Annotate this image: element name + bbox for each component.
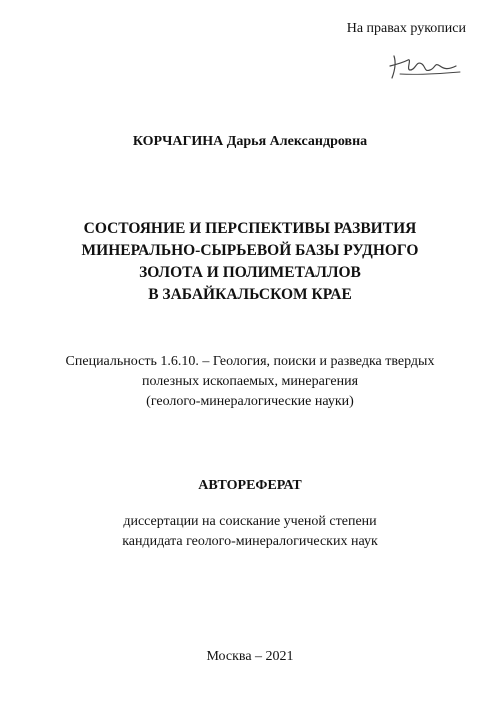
purpose-line: кандидата геолого-минералогических наук: [122, 534, 378, 549]
author-name: КОРЧАГИНА Дарья Александровна: [132, 134, 368, 149]
specialty-line: Специальность 1.6.10. – Геология, поиски и разведка твердых: [65, 354, 435, 369]
handwritten-signature: [386, 48, 466, 82]
specialty-line: полезных ископаемых, минерагения: [141, 374, 359, 389]
degree-purpose-block: [0, 512, 500, 552]
title-line: В ЗАБАЙКАЛЬСКОМ КРАЕ: [148, 286, 352, 303]
title-line: СОСТОЯНИЕ И ПЕРСПЕКТИВЫ РАЗВИТИЯ: [83, 220, 417, 237]
document-type-heading: АВТОРЕФЕРАТ: [198, 478, 302, 493]
title-line: МИНЕРАЛЬНО-СЫРЬЕВОЙ БАЗЫ РУДНОГО: [81, 242, 419, 259]
dissertation-title: [20, 218, 480, 306]
specialty-line: (геолого-минералогические науки): [146, 394, 354, 409]
manuscript-rights-note: На правах рукописи: [346, 21, 466, 36]
purpose-line: диссертации на соискание ученой степени: [123, 514, 377, 529]
specialty-block: [10, 352, 490, 412]
title-line: ЗОЛОТА И ПОЛИМЕТАЛЛОВ: [139, 264, 361, 281]
place-and-year: Москва – 2021: [206, 649, 294, 664]
